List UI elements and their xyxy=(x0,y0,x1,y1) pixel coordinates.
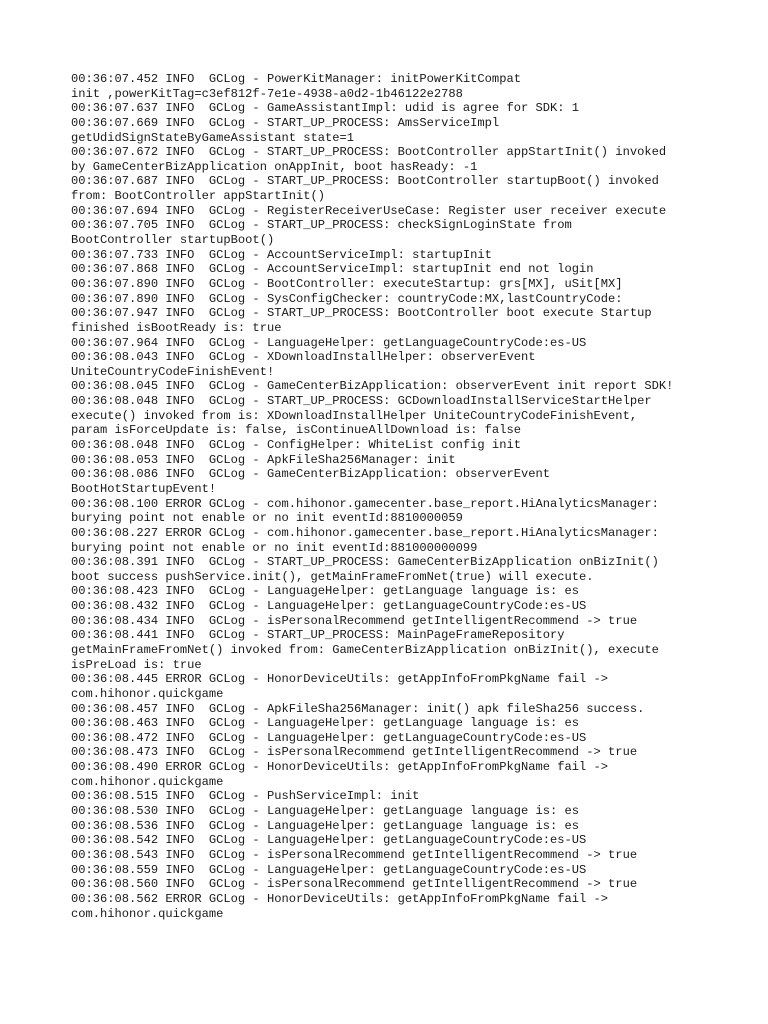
log-line: from: BootController appStartInit() xyxy=(71,189,326,204)
log-line: com.hihonor.quickgame xyxy=(71,906,224,921)
log-line: 00:36:07.868 INFO GCLog - AccountServiceImpl: startupInit end not login xyxy=(71,262,594,277)
log-line: BootController startupBoot() xyxy=(71,233,275,248)
log-text-block xyxy=(71,72,751,921)
log-line: by GameCenterBizApplication onAppInit, boot hasReady: -1 xyxy=(71,159,478,174)
log-line: 00:36:07.733 INFO GCLog - AccountServiceImpl: startupInit xyxy=(71,247,492,262)
log-line: 00:36:08.045 INFO GCLog - GameCenterBizApplication: observerEvent init report SDK! xyxy=(71,379,674,394)
log-line: UniteCountryCodeFinishEvent! xyxy=(71,364,275,379)
log-line: 00:36:08.562 ERROR GCLog - HonorDeviceUtils: getAppInfoFromPkgName fail -> xyxy=(71,891,609,906)
log-line: getUdidSignStateByGameAssistant state=1 xyxy=(71,130,355,145)
log-line: 00:36:07.964 INFO GCLog - LanguageHelper: getLanguageCountryCode:es-US xyxy=(71,335,587,350)
log-line: 00:36:08.457 INFO GCLog - ApkFileSha256Manager: init() apk fileSha256 success. xyxy=(71,701,645,716)
log-line: 00:36:07.637 INFO GCLog - GameAssistantImpl: udid is agree for SDK: 1 xyxy=(71,101,580,116)
log-line: 00:36:08.530 INFO GCLog - LanguageHelper: getLanguage language is: es xyxy=(71,804,580,819)
log-line: 00:36:08.053 INFO GCLog - ApkFileSha256Manager: init xyxy=(71,452,456,467)
log-line: init ,powerKitTag=c3ef812f-7e1e-4938-a0d2-1b46122e2788 xyxy=(71,86,463,101)
log-line: com.hihonor.quickgame xyxy=(71,774,224,789)
log-line: 00:36:07.669 INFO GCLog - START_UP_PROCESS: AmsServiceImpl xyxy=(71,115,500,130)
log-line: com.hihonor.quickgame xyxy=(71,686,224,701)
log-line: finished isBootReady is: true xyxy=(71,320,282,335)
log-line: 00:36:07.687 INFO GCLog - START_UP_PROCESS: BootController startupBoot() invoked xyxy=(71,174,659,189)
log-line: 00:36:08.515 INFO GCLog - PushServiceImpl: init xyxy=(71,789,420,804)
log-line: 00:36:07.672 INFO GCLog - START_UP_PROCESS: BootController appStartInit() invoked xyxy=(71,145,667,160)
log-line: 00:36:08.445 ERROR GCLog - HonorDeviceUtils: getAppInfoFromPkgName fail -> xyxy=(71,672,609,687)
log-line: 00:36:08.441 INFO GCLog - START_UP_PROCESS: MainPageFrameRepository xyxy=(71,628,565,643)
log-line: 00:36:08.560 INFO GCLog - isPersonalRecommend getIntelligentRecommend -> true xyxy=(71,877,638,892)
log-line: burying point not enable or no init eventId:8810000059 xyxy=(71,511,463,526)
log-line: 00:36:07.947 INFO GCLog - START_UP_PROCESS: BootController boot execute Startup xyxy=(71,306,652,321)
log-line: 00:36:08.391 INFO GCLog - START_UP_PROCESS: GameCenterBizApplication onBizInit() xyxy=(71,555,659,570)
log-line: 00:36:08.463 INFO GCLog - LanguageHelper: getLanguage language is: es xyxy=(71,716,580,731)
log-line: burying point not enable or no init eventId:881000000099 xyxy=(71,540,478,555)
log-line: 00:36:07.890 INFO GCLog - SysConfigChecker: countryCode:MX,lastCountryCode: xyxy=(71,291,623,306)
log-line: 00:36:08.048 INFO GCLog - START_UP_PROCESS: GCDownloadInstallServiceStartHelper xyxy=(71,394,652,409)
log-line: 00:36:08.473 INFO GCLog - isPersonalRecommend getIntelligentRecommend -> true xyxy=(71,745,638,760)
log-line: 00:36:08.559 INFO GCLog - LanguageHelper: getLanguageCountryCode:es-US xyxy=(71,862,587,877)
log-line: 00:36:08.432 INFO GCLog - LanguageHelper: getLanguageCountryCode:es-US xyxy=(71,599,587,614)
log-line: 00:36:08.048 INFO GCLog - ConfigHelper: WhiteList config init xyxy=(71,438,521,453)
log-line: isPreLoad is: true xyxy=(71,657,202,672)
log-line: 00:36:08.472 INFO GCLog - LanguageHelper: getLanguageCountryCode:es-US xyxy=(71,730,587,745)
log-line: 00:36:08.543 INFO GCLog - isPersonalRecommend getIntelligentRecommend -> true xyxy=(71,847,638,862)
log-line: 00:36:07.694 INFO GCLog - RegisterReceiverUseCase: Register user receiver execute xyxy=(71,203,667,218)
log-line: 00:36:08.536 INFO GCLog - LanguageHelper: getLanguage language is: es xyxy=(71,818,580,833)
log-line: param isForceUpdate is: false, isContinueAllDownload is: false xyxy=(71,423,521,438)
log-line: 00:36:08.086 INFO GCLog - GameCenterBizApplication: observerEvent xyxy=(71,467,550,482)
log-line: 00:36:08.227 ERROR GCLog - com.hihonor.gamecenter.base_report.HiAnalyticsManager: xyxy=(71,525,659,540)
log-line: 00:36:08.100 ERROR GCLog - com.hihonor.gamecenter.base_report.HiAnalyticsManager: xyxy=(71,496,659,511)
log-line: execute() invoked from is: XDownloadInstallHelper UniteCountryCodeFinishEvent, xyxy=(71,408,638,423)
log-line: 00:36:07.890 INFO GCLog - BootController: executeStartup: grs[MX], uSit[MX] xyxy=(71,276,623,291)
log-line: 00:36:08.490 ERROR GCLog - HonorDeviceUtils: getAppInfoFromPkgName fail -> xyxy=(71,760,609,775)
log-line: getMainFrameFromNet() invoked from: GameCenterBizApplication onBizInit(), execute xyxy=(71,642,659,657)
log-line: boot success pushService.init(), getMainFrameFromNet(true) will execute. xyxy=(71,569,594,584)
log-line: 00:36:08.423 INFO GCLog - LanguageHelper: getLanguage language is: es xyxy=(71,584,580,599)
log-line: BootHotStartupEvent! xyxy=(71,481,217,496)
log-line: 00:36:08.542 INFO GCLog - LanguageHelper: getLanguageCountryCode:es-US xyxy=(71,833,587,848)
log-line: 00:36:07.705 INFO GCLog - START_UP_PROCESS: checkSignLoginState from xyxy=(71,218,572,233)
log-line: 00:36:07.452 INFO GCLog - PowerKitManager: initPowerKitCompat xyxy=(71,72,521,86)
log-line: 00:36:08.434 INFO GCLog - isPersonalRecommend getIntelligentRecommend -> true xyxy=(71,613,638,628)
log-line: 00:36:08.043 INFO GCLog - XDownloadInstallHelper: observerEvent xyxy=(71,350,536,365)
